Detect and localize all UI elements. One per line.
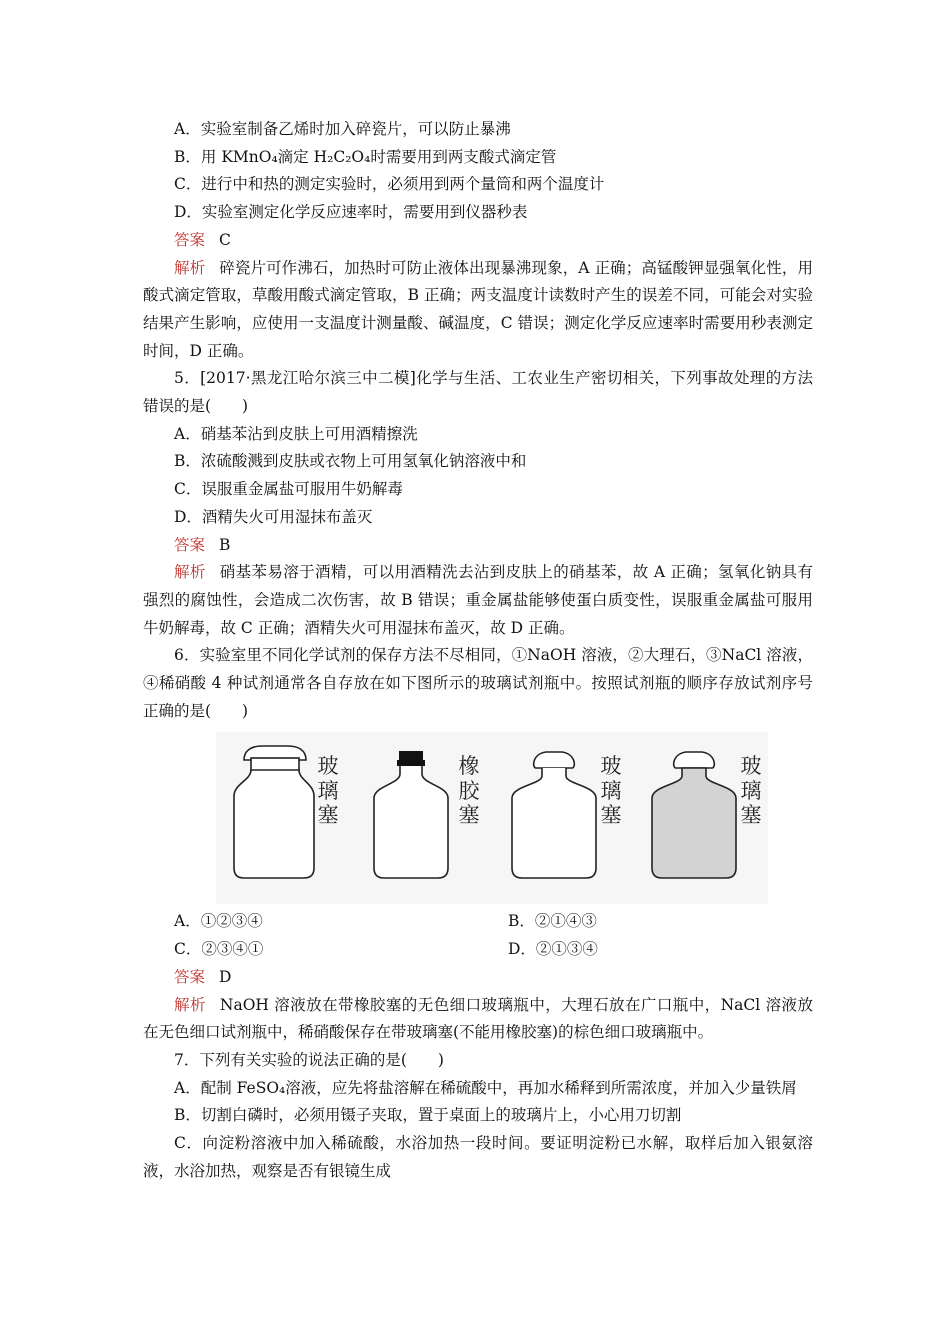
answer-label: 答案	[174, 967, 206, 986]
answer-label: 答案	[174, 230, 206, 249]
bottle-2-label: 橡胶塞	[458, 754, 480, 828]
q5-option-b: B．浓硫酸溅到皮肤或衣物上可用氢氧化钠溶液中和	[174, 452, 527, 471]
q6-options-row-2	[143, 936, 813, 964]
q6-options-row-1	[143, 908, 813, 936]
q7-option-a: A．配制 FeSO₄溶液，应先将盐溶解在稀硫酸中，再加水稀释到所需浓度，并加入少量铁屑	[174, 1078, 797, 1097]
bottle-1-label: 玻璃塞	[317, 754, 339, 828]
bottles-drawing	[216, 732, 768, 904]
bottle-narrow-mouth-glass-stopper	[512, 752, 596, 878]
q4-option-c: C．进行中和热的测定实验时，必须用到两个量筒和两个温度计	[174, 175, 605, 194]
q5-analysis	[143, 559, 813, 642]
analysis-label: 解析	[174, 563, 206, 582]
bottle-4-label: 玻璃塞	[740, 754, 762, 828]
analysis-text: NaOH 溶液放在带橡胶塞的无色细口玻璃瓶中，大理石放在广口瓶中，NaCl 溶液放在无色细口试剂瓶中，稀硝酸保存在带玻璃塞(不能用橡胶塞)的棕色细口玻璃瓶中。	[143, 995, 813, 1042]
answer-label: 答案	[174, 535, 206, 554]
q7-option-c: C．向淀粉溶液中加入稀硫酸，水浴加热一段时间。要证明淀粉已水解，取样后加入银氨溶液，水浴加热，观察是否有银镜生成	[143, 1134, 813, 1180]
q4-answer	[143, 227, 813, 255]
q6-option-c: C．②③④①	[174, 940, 264, 959]
page	[143, 116, 813, 1186]
q6-analysis	[143, 992, 813, 1047]
bottle-3-label: 玻璃塞	[600, 754, 622, 828]
answer-value: C	[219, 230, 231, 249]
q5-option-a: A．硝基苯沾到皮肤上可用酒精擦洗	[174, 424, 418, 443]
q4-option-b: B．用 KMnO₄滴定 H₂C₂O₄时需要用到两支酸式滴定管	[174, 147, 557, 166]
bottle-brown-glass-stopper	[652, 752, 736, 878]
reagent-bottles-figure	[216, 732, 768, 904]
analysis-text: 硝基苯易溶于酒精，可以用酒精洗去沾到皮肤上的硝基苯，故 A 正确；氢氧化钠具有强烈的腐蚀性，会造成二次伤害，故 B 错误；重金属盐能够使蛋白质变性，误服重金属盐可服用牛奶解毒，故 C 正确；酒精失火可用湿抹布盖灭，故 D 正确。	[143, 563, 813, 637]
analysis-text: 碎瓷片可作沸石，加热时可防止液体出现暴沸现象，A 正确；高锰酸钾显强氧化性，用酸式滴定管取，草酸用酸式滴定管取，B 正确；两支温度计读数时产生的误差不同，可能会对实验结果产生影响，应使用一支温度计测量酸、碱温度，C 错误；测定化学反应速率时需要用秒表测定时间，D 正确。	[143, 258, 813, 360]
q7-stem: 7．下列有关实验的说法正确的是( )	[174, 1050, 444, 1069]
q6-answer	[143, 964, 813, 992]
q7-option-b: B．切割白磷时，必须用镊子夹取，置于桌面上的玻璃片上，小心用刀切割	[174, 1106, 682, 1125]
analysis-label: 解析	[174, 995, 206, 1014]
q4-option-d: D．实验室测定化学反应速率时，需要用到仪器秒表	[174, 203, 528, 222]
q5-stem: 5．[2017·黑龙江哈尔滨三中二模]化学与生活、工农业生产密切相关，下列事故处理的方法错误的是( )	[143, 369, 813, 416]
q5-option-c: C．误服重金属盐可服用牛奶解毒	[174, 480, 403, 499]
bottle-wide-mouth-glass-stopper	[234, 746, 314, 878]
q5-answer	[143, 532, 813, 560]
analysis-label: 解析	[174, 258, 206, 277]
bottle-narrow-mouth-rubber-stopper	[374, 751, 448, 878]
q5-option-d: D．酒精失火可用湿抹布盖灭	[174, 507, 373, 526]
q6-option-d: D．②①③④	[508, 940, 598, 959]
q6-option-a: A．①②③④	[174, 912, 263, 931]
q6-stem: 6．实验室里不同化学试剂的保存方法不尽相同，①NaOH 溶液，②大理石，③NaCl 溶液，④稀硝酸 4 种试剂通常各自存放在如下图所示的玻璃试剂瓶中。按照试剂瓶的顺序存放试剂序号正确的是( )	[143, 646, 813, 720]
q6-option-b: B．②①④③	[508, 912, 597, 931]
q4-option-a: A．实验室制备乙烯时加入碎瓷片，可以防止暴沸	[174, 120, 511, 138]
answer-value: B	[219, 535, 231, 554]
q4-analysis	[143, 255, 813, 366]
answer-value: D	[219, 967, 232, 986]
